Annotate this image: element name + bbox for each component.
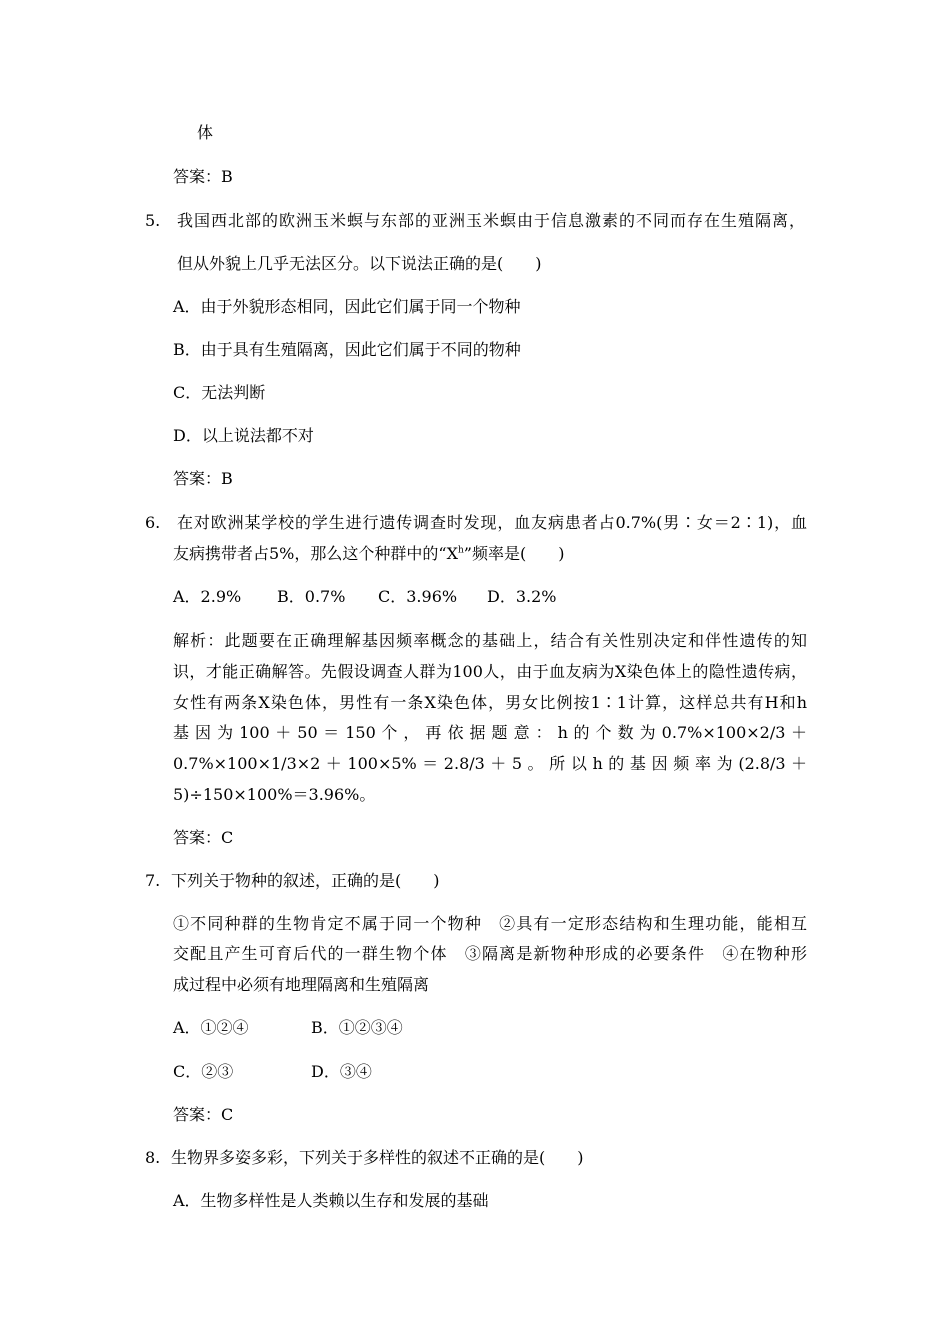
q7-option-c: C．②③ xyxy=(173,1062,234,1081)
q5-number: 5. xyxy=(145,211,161,230)
q4-answer: 答案：B xyxy=(173,167,233,186)
q6-options xyxy=(173,586,556,608)
q6-stem-post: ”频率是( ) xyxy=(463,544,565,563)
q6-analysis-line3: 女性有两条X染色体，男性有一条X染色体，男女比例按1∶1计算，这样总共有H和h xyxy=(173,693,807,712)
q6-stem-line1: 在对欧洲某学校的学生进行遗传调查时发现，血友病患者占0.7%(男∶女＝2∶1)，血 xyxy=(177,513,807,532)
q5-option-a: A．由于外貌形态相同，因此它们属于同一个物种 xyxy=(173,297,521,316)
q5-stem-line1: 我国西北部的欧洲玉米螟与东部的亚洲玉米螟由于信息激素的不同而存在生殖隔离， xyxy=(177,211,805,230)
q8-option-a: A．生物多样性是人类赖以生存和发展的基础 xyxy=(173,1191,489,1210)
q8-number: 8. xyxy=(145,1148,161,1167)
q6-option-a: A．2.9% xyxy=(173,587,242,606)
q7-stem: 下列关于物种的叙述，正确的是( ) xyxy=(171,871,440,890)
q6-number: 6. xyxy=(145,513,161,532)
q6-stem-pre: 友病携带者占5%，那么这个种群中的“X xyxy=(173,544,458,563)
q6-analysis-line1: 解析：此题要在正确理解基因频率概念的基础上，结合有关性别决定和伴性遗传的知 xyxy=(173,631,807,650)
continued-text: 体 xyxy=(197,123,214,142)
q7-statement-line3: 成过程中必须有地理隔离和生殖隔离 xyxy=(173,975,430,994)
q6-option-d: D．3.2% xyxy=(487,587,557,606)
q7-option-b: B．①②③④ xyxy=(311,1018,403,1037)
q6-option-b: B．0.7% xyxy=(277,587,346,606)
q6-stem-line2 xyxy=(173,543,564,565)
q6-stem-sup: h xyxy=(457,545,464,556)
q7-statement-line1: ①不同种群的生物肯定不属于同一个物种 ②具有一定形态结构和生理功能，能相互 xyxy=(173,914,807,933)
q5-stem-line2: 但从外貌上几乎无法区分。以下说法正确的是( ) xyxy=(177,254,542,273)
q7-option-a: A．①②④ xyxy=(173,1018,249,1037)
q6-analysis-line2: 识，才能正确解答。先假设调查人群为100人，由于血友病为X染色体上的隐性遗传病， xyxy=(173,662,807,681)
q7-option-d: D．③④ xyxy=(311,1062,372,1081)
q6-answer: 答案：C xyxy=(173,828,234,847)
q5-option-d: D．以上说法都不对 xyxy=(173,426,314,445)
q6-option-c: C．3.96% xyxy=(378,587,458,606)
q6-analysis-line5: 0.7%×100×1/3×2 ＋ 100×5% ＝ 2.8/3 ＋ 5 。 所 以 h 的 基 因 频 率 为 (2.8/3 ＋ xyxy=(173,754,807,773)
q7-statement-line2: 交配且产生可育后代的一群生物个体 ③隔离是新物种形成的必要条件 ④在物种形 xyxy=(173,944,807,963)
q7-number: 7. xyxy=(145,871,161,890)
q8-stem: 生物界多姿多彩，下列关于多样性的叙述不正确的是( ) xyxy=(171,1148,584,1167)
q6-analysis-line6: 5)÷150×100%＝3.96%。 xyxy=(173,785,376,804)
q5-option-c: C．无法判断 xyxy=(173,383,266,402)
q5-option-b: B．由于具有生殖隔离，因此它们属于不同的物种 xyxy=(173,340,521,359)
q7-answer: 答案：C xyxy=(173,1105,234,1124)
q5-answer: 答案：B xyxy=(173,469,233,488)
q6-analysis-line4: 基 因 为 100 ＋ 50 ＝ 150 个 ， 再 依 据 题 意 ： h 的 个 数 为 0.7%×100×2/3 ＋ xyxy=(173,723,807,742)
